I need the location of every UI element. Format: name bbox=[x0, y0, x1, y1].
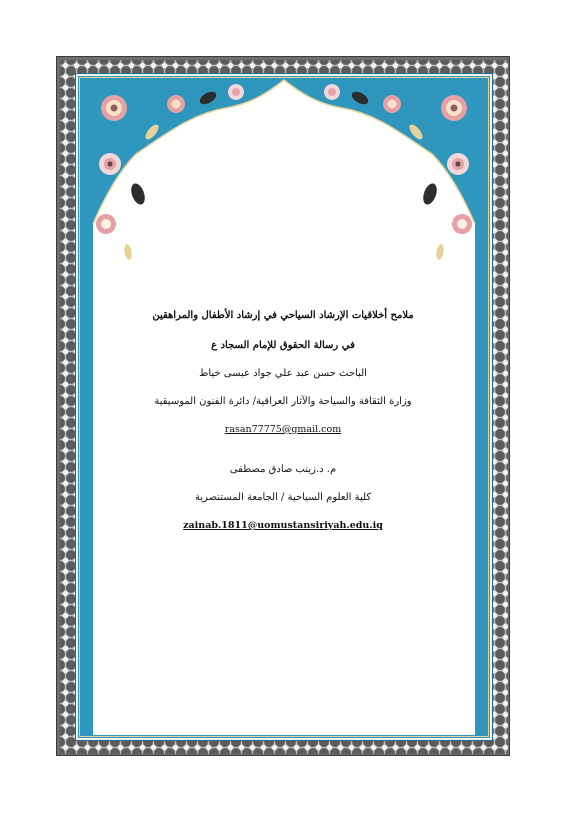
paisley-top-right bbox=[350, 89, 371, 107]
author1-name: الباحث حسن عبد علي جواد عيسى خياط bbox=[199, 368, 367, 379]
author2-email[interactable]: zainab.1811@uomustansiriyah.edu.iq bbox=[183, 520, 383, 531]
paisley-top-left bbox=[198, 89, 219, 107]
flower-left-mid bbox=[99, 153, 121, 175]
flower-right-mid bbox=[447, 153, 469, 175]
flower-right-top bbox=[441, 95, 467, 121]
flower-top-right bbox=[383, 95, 401, 113]
author2-affiliation: كلية العلوم السياحية / الجامعة المستنصرية bbox=[194, 492, 372, 503]
author1-email[interactable]: rasan77775@gmail.com bbox=[224, 424, 342, 435]
flower-top-center-left bbox=[228, 84, 244, 100]
flower-left-top bbox=[101, 95, 127, 121]
flower-left-low bbox=[96, 214, 116, 234]
arch-shape bbox=[93, 80, 475, 274]
flower-right-low bbox=[452, 214, 472, 234]
author2-name: م. د.زينب صادق مصطفى bbox=[229, 464, 337, 475]
flower-top-center-right bbox=[324, 84, 340, 100]
flower-top-left bbox=[167, 95, 185, 113]
author1-affiliation: وزارة الثقافة والسياحة والآثار العراقية/ دائرة الفنون الموسيقية bbox=[154, 396, 412, 407]
cover-text bbox=[56, 300, 510, 532]
floral-arch-ornament bbox=[76, 74, 492, 274]
paper-subtitle: في رسالة الحقوق للإمام السجاد ع bbox=[211, 340, 355, 351]
paper-title: ملامح أخلاقيات الإرشاد السياحي في إرشاد الأطفال والمراهقين bbox=[152, 310, 414, 321]
